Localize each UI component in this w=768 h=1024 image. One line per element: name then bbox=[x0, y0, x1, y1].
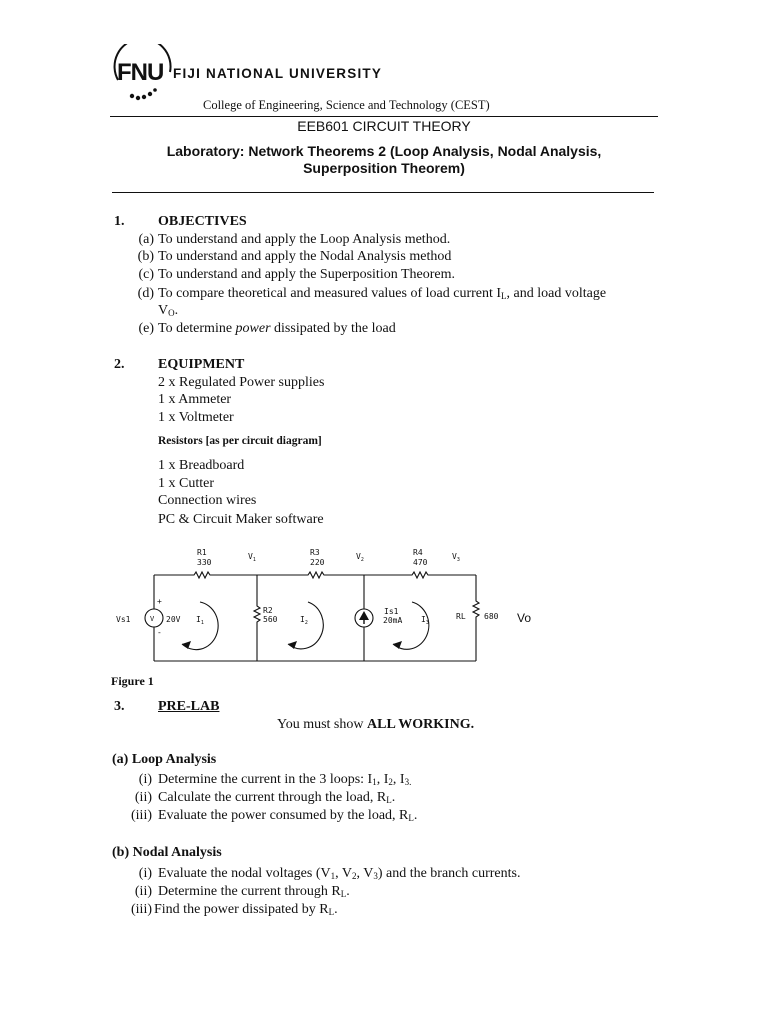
course-title: EEB601 CIRCUIT THEORY bbox=[297, 118, 471, 134]
equipment-item: PC & Circuit Maker software bbox=[158, 512, 324, 527]
r4-label: R4 bbox=[413, 548, 423, 557]
item-text: Evaluate the nodal voltages ($V_1$, $V_2$, $V_3$) and the branch currents. bbox=[158, 866, 521, 881]
item-text: Evaluate the power consumed by the load, $R_L$. bbox=[158, 808, 418, 823]
loop-analysis-heading: (a) Loop Analysis bbox=[112, 752, 217, 767]
college-name: College of Engineering, Science and Technology (CEST) bbox=[203, 98, 490, 112]
i1-label: $I_1$ bbox=[196, 615, 204, 626]
loop-analysis-item bbox=[110, 771, 670, 789]
r4-value: 470 bbox=[413, 558, 428, 567]
circuit-diagram bbox=[110, 544, 550, 670]
figure-caption: Figure 1 bbox=[111, 674, 154, 688]
vs-symbol: V bbox=[150, 615, 155, 623]
objective-item bbox=[110, 285, 670, 303]
item-marker: (ii) bbox=[134, 790, 152, 805]
equipment-item: 2 x Regulated Power supplies bbox=[158, 375, 325, 390]
equipment-item: 1 x Voltmeter bbox=[158, 410, 234, 425]
vo-label: Vo bbox=[517, 611, 532, 625]
resistors-note: Resistors [as per circuit diagram] bbox=[158, 435, 322, 447]
objective-text: To understand and apply the Nodal Analysis method bbox=[158, 249, 452, 264]
objective-text: To understand and apply the Superposition Theorem. bbox=[158, 267, 455, 282]
item-text: Calculate the current through the load, $R_L$. bbox=[158, 790, 396, 805]
r2-value: 560 bbox=[263, 615, 278, 624]
item-marker: (ii) bbox=[134, 884, 152, 899]
r2-label: R2 bbox=[263, 606, 273, 615]
university-name: FIJI NATIONAL UNIVERSITY bbox=[173, 66, 383, 81]
is-label: Is1 bbox=[384, 607, 399, 616]
item-marker: (i) bbox=[138, 772, 152, 787]
item-text: Find the power dissipated by $R_L$. bbox=[154, 902, 338, 917]
prelab-note: You must show ALL WORKING. bbox=[277, 717, 475, 732]
objective-item bbox=[110, 248, 670, 266]
objective-item-continued bbox=[110, 302, 670, 320]
is-value: 20mA bbox=[383, 616, 403, 625]
header-rule bbox=[110, 116, 658, 117]
lab-title-line2: Superposition Theorem) bbox=[303, 160, 465, 176]
rl-value: 680 bbox=[484, 612, 499, 621]
i3-label: $I_3$ bbox=[421, 615, 429, 626]
vs-label: Vs1 bbox=[116, 615, 131, 624]
r1-label: R1 bbox=[197, 548, 207, 557]
loop-analysis-item bbox=[110, 789, 670, 807]
prelab-heading: PRE-LAB bbox=[158, 699, 220, 714]
objective-text: To understand and apply the Loop Analysis method. bbox=[158, 232, 451, 247]
logo-text: FNU bbox=[117, 59, 164, 86]
objective-marker: (e) bbox=[138, 321, 154, 336]
objective-marker: (c) bbox=[138, 267, 154, 282]
objective-marker: (d) bbox=[137, 286, 154, 301]
objectives-number: 1. bbox=[114, 214, 125, 229]
item-text: Determine the current in the 3 loops: $I_1$, $I_2$, $I_{3.}$ bbox=[158, 772, 412, 787]
rl-label: RL bbox=[456, 612, 466, 621]
objective-text: $V_O$. bbox=[158, 303, 179, 318]
v3-label: $V_3$ bbox=[452, 552, 460, 563]
title-rule bbox=[112, 192, 654, 193]
v2-label: $V_2$ bbox=[356, 552, 364, 563]
objective-item bbox=[110, 231, 670, 249]
nodal-analysis-item bbox=[110, 865, 670, 883]
vs-value: 20V bbox=[166, 615, 181, 624]
equipment-item: 1 x Cutter bbox=[158, 476, 214, 491]
vs-minus: - bbox=[157, 628, 162, 637]
equipment-heading: EQUIPMENT bbox=[158, 357, 245, 372]
item-marker: (iii) bbox=[131, 808, 152, 823]
objectives-heading: OBJECTIVES bbox=[158, 214, 247, 229]
nodal-analysis-item bbox=[110, 883, 670, 901]
i2-label: $I_2$ bbox=[300, 615, 308, 626]
r3-value: 220 bbox=[310, 558, 325, 567]
r1-value: 330 bbox=[197, 558, 212, 567]
nodal-analysis-item bbox=[110, 901, 670, 919]
prelab-number: 3. bbox=[114, 699, 125, 714]
loop-analysis-item bbox=[110, 807, 670, 825]
objective-marker: (a) bbox=[138, 232, 154, 247]
lab-title-line1: Laboratory: Network Theorems 2 (Loop Analysis, Nodal Analysis, bbox=[166, 143, 602, 159]
objective-marker: (b) bbox=[137, 249, 154, 264]
vs-plus: + bbox=[157, 597, 162, 606]
v1-label: $V_1$ bbox=[248, 552, 256, 563]
equipment-item: 1 x Breadboard bbox=[158, 458, 245, 473]
equipment-item: Connection wires bbox=[158, 493, 257, 508]
objective-text: To determine power dissipated by the load bbox=[158, 321, 396, 336]
equipment-number: 2. bbox=[114, 357, 125, 372]
objective-item bbox=[110, 320, 670, 338]
item-marker: (iii) bbox=[131, 902, 152, 917]
equipment-item: 1 x Ammeter bbox=[158, 392, 232, 407]
objective-item bbox=[110, 266, 670, 284]
nodal-analysis-heading: (b) Nodal Analysis bbox=[112, 845, 222, 860]
objective-text: To compare theoretical and measured values of load current $I_L$, and load voltage bbox=[158, 286, 607, 301]
item-text: Determine the current through $R_L$. bbox=[158, 884, 350, 899]
r3-label: R3 bbox=[310, 548, 320, 557]
item-marker: (i) bbox=[138, 866, 152, 881]
